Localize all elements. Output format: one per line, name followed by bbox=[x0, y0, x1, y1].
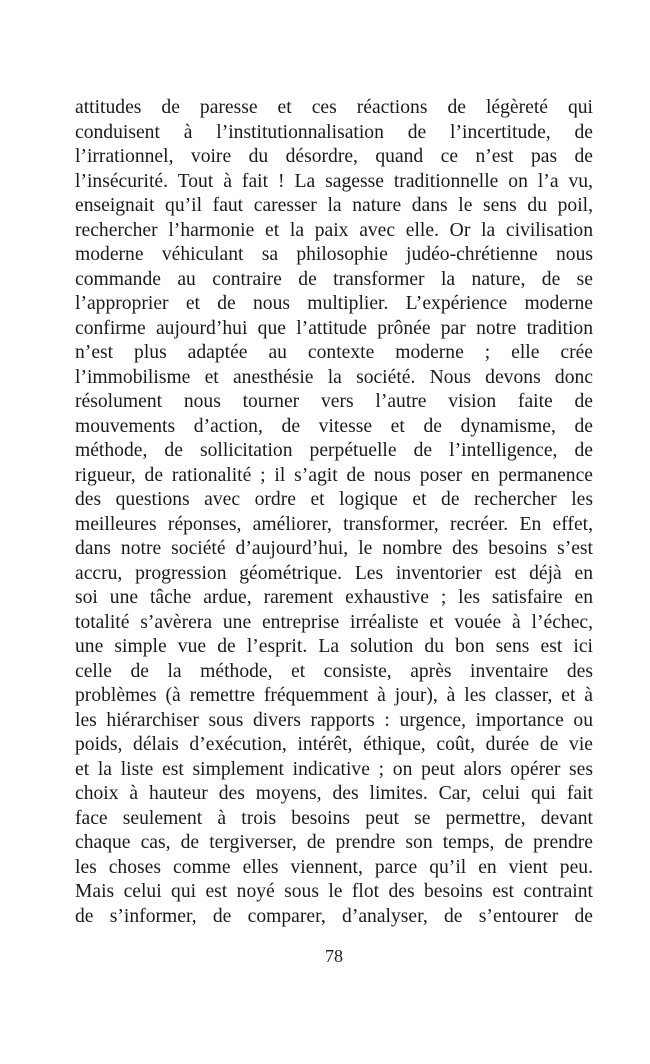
text-line: commande au contraire de transformer la nature, de se bbox=[75, 268, 593, 290]
text-line: accru, progression géométrique. Les inventorier est déjà en bbox=[75, 562, 593, 584]
text-line: totalité s’avèrera une entreprise irréaliste et vouée à l’échec, bbox=[75, 611, 593, 633]
text-line: méthode, de sollicitation perpétuelle de l’intelligence, de bbox=[75, 440, 593, 461]
text-line: face seulement à trois besoins peut se permettre, devant bbox=[75, 807, 593, 829]
text-line: l’insécurité. Tout à fait ! La sagesse traditionnelle on l’a vu, bbox=[75, 170, 593, 192]
text-line: moderne véhiculant sa philosophie judéo-chrétienne nous bbox=[75, 244, 593, 265]
text-line: mouvements d’action, de vitesse et de dynamisme, de bbox=[75, 415, 593, 437]
text-line: n’est plus adaptée au contexte moderne ; elle crée bbox=[75, 342, 593, 363]
page-number: 78 bbox=[325, 946, 343, 966]
text-line: l’immobilisme et anesthésie la société. Nous devons donc bbox=[75, 366, 593, 388]
text-line: de s’informer, de comparer, d’analyser, de s’entourer de bbox=[75, 905, 593, 927]
text-line: résolument nous tourner vers l’autre vision faite de bbox=[75, 391, 593, 412]
page-content bbox=[75, 96, 593, 967]
text-line: les hiérarchiser sous divers rapports : urgence, importance ou bbox=[75, 709, 593, 731]
text-line: dans notre société d’aujourd’hui, le nombre des besoins s’est bbox=[75, 538, 593, 559]
text-line: des questions avec ordre et logique et de rechercher les bbox=[75, 489, 593, 510]
body-text bbox=[75, 96, 593, 929]
text-line: attitudes de paresse et ces réactions de légèreté qui bbox=[75, 97, 593, 118]
text-line: meilleures réponses, améliorer, transformer, recréer. En effet, bbox=[75, 513, 593, 535]
text-line: les choses comme elles viennent, parce qu’il en vient peu. bbox=[75, 856, 593, 878]
text-line: Mais celui qui est noyé sous le flot des besoins est contraint bbox=[75, 881, 593, 902]
text-line: soi une tâche ardue, rarement exhaustive ; les satisfaire en bbox=[75, 587, 593, 608]
text-line: et la liste est simplement indicative ; on peut alors opérer ses bbox=[75, 758, 593, 780]
text-line: chaque cas, de tergiverser, de prendre son temps, de prendre bbox=[75, 832, 593, 853]
text-line: poids, délais d’exécution, intérêt, éthique, coût, durée de vie bbox=[75, 734, 593, 755]
text-line: celle de la méthode, et consiste, après inventaire des bbox=[75, 660, 593, 682]
text-line: rechercher l’harmonie et la paix avec elle. Or la civilisation bbox=[75, 219, 593, 241]
text-line: rigueur, de rationalité ; il s’agit de nous poser en permanence bbox=[75, 464, 593, 486]
text-line: conduisent à l’institutionnalisation de l’incertitude, de bbox=[75, 121, 593, 143]
text-line: problèmes (à remettre fréquemment à jour), à les classer, et à bbox=[75, 685, 593, 706]
text-line: l’approprier et de nous multiplier. L’expérience moderne bbox=[75, 293, 593, 314]
text-line: choix à hauteur des moyens, des limites. Car, celui qui fait bbox=[75, 783, 593, 804]
text-line: une simple vue de l’esprit. La solution du bon sens est ici bbox=[75, 636, 593, 657]
text-line: enseignait qu’il faut caresser la nature dans le sens du poil, bbox=[75, 195, 593, 216]
text-line: l’irrationnel, voire du désordre, quand ce n’est pas de bbox=[75, 146, 593, 167]
text-line: confirme aujourd’hui que l’attitude prônée par notre tradition bbox=[75, 317, 593, 339]
